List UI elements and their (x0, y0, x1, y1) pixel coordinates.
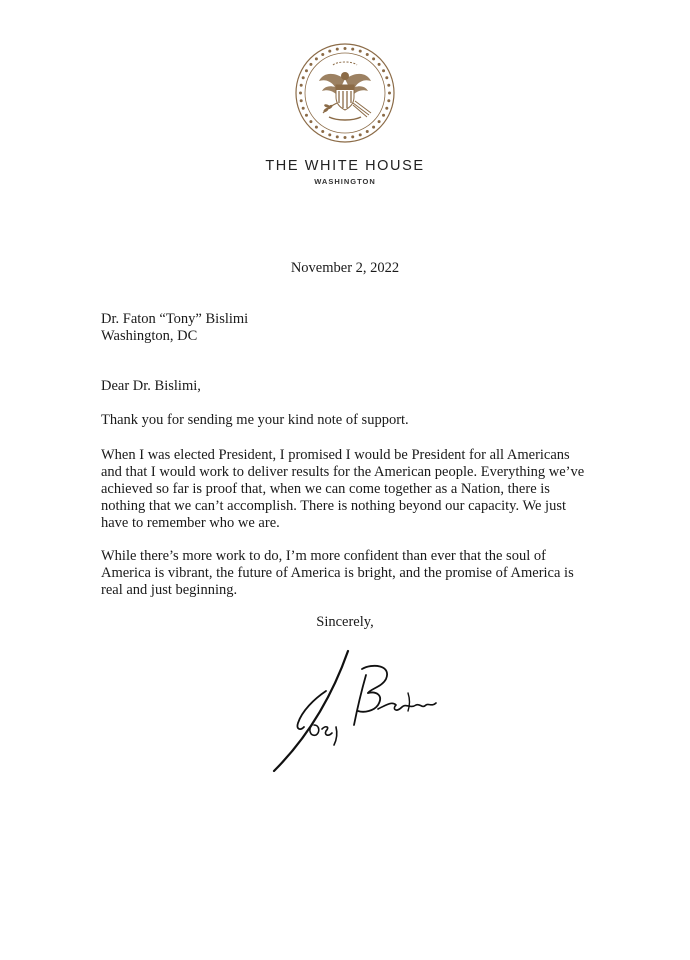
paragraph-line: While there’s more work to do, I’m more confident than ever that the soul of (101, 548, 546, 564)
presidential-seal-icon (293, 41, 397, 145)
letterhead-title: THE WHITE HOUSE (265, 158, 425, 174)
body-paragraph-3 (101, 548, 574, 599)
paragraph-line: Thank you for sending me your kind note of support. (101, 412, 409, 428)
recipient-block (101, 311, 248, 345)
closing: Sincerely, (316, 614, 374, 630)
body-paragraph-2 (101, 447, 585, 532)
paragraph-line: When I was elected President, I promised I would be President for all Americans (101, 447, 570, 463)
paragraph-line: real and just beginning. (101, 582, 238, 598)
salutation: Dear Dr. Bislimi, (101, 378, 201, 394)
letter-date: November 2, 2022 (290, 260, 400, 276)
paragraph-line: achieved so far is proof that, when we can come together as a Nation, there is (101, 481, 550, 497)
recipient-name: Dr. Faton “Tony” Bislimi (101, 311, 249, 327)
handwritten-signature-icon (260, 645, 440, 775)
paragraph-line: nothing that we can’t accomplish. There is nothing beyond our capacity. We just (101, 498, 567, 514)
paragraph-line: and that I would work to deliver results for the American people. Everything we’ve (101, 464, 585, 480)
body-paragraph-1 (101, 412, 561, 429)
paragraph-line: have to remember who we are. (101, 515, 280, 531)
letterhead-subtitle: WASHINGTON (314, 177, 376, 186)
paragraph-line: America is vibrant, the future of America is bright, and the promise of America is (101, 565, 574, 581)
recipient-location: Washington, DC (101, 328, 198, 344)
